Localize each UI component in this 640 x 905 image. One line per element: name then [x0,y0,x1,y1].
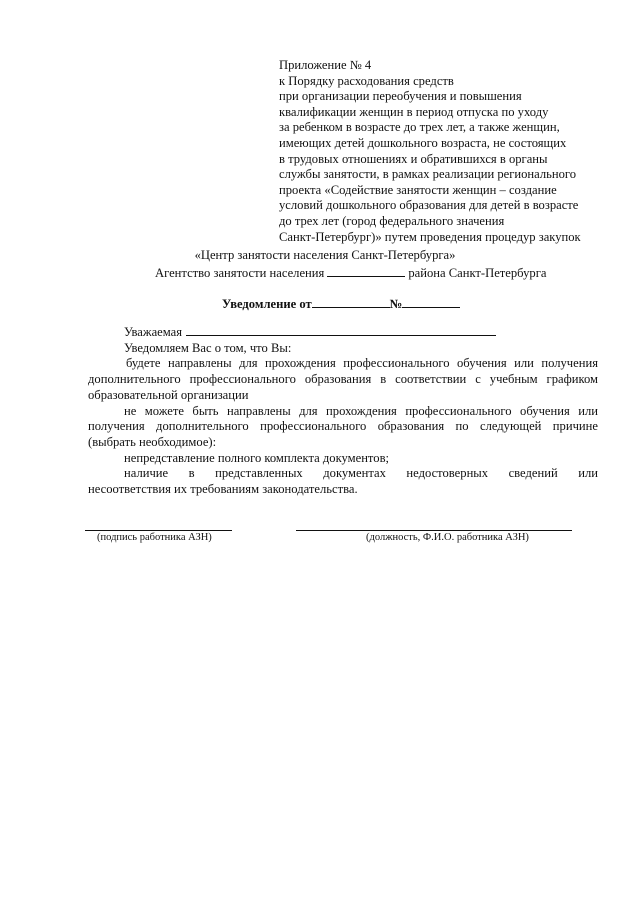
title-prefix: Уведомление от [222,297,312,311]
recipient-name-field[interactable] [186,323,496,336]
appendix-header [279,58,609,245]
appendix-line: проекта «Содействие занятости женщин – создание [279,182,557,197]
appendix-line: службы занятости, в рамках реализации регионального [279,167,577,182]
appendix-line: за ребенком в возрасте до трех лет, а также женщин, [279,120,560,135]
number-sign: № [389,297,403,311]
number-blank-field[interactable] [402,295,460,308]
appendix-line: имеющих детей дошкольного возраста, не состоящих [279,135,567,150]
option-not-referred-text: не можете быть направлены для прохождения профессионального обучения или получения дополнительного профессионального образования по следующей причине (выбрать необходимое): [88,403,598,449]
reason-invalid-info-line2: несоответствия их требованиям законодательства. [88,482,358,497]
reason-invalid-info-line1: наличие в представленных документах недостоверных сведений или [124,466,598,481]
notice-title [222,295,460,312]
agency-line [155,264,546,281]
notify-text: Уведомляем Вас о том, что Вы: [124,340,292,355]
date-blank-field[interactable] [312,295,390,308]
appendix-line: квалификации женщин в период отпуска по уходу [279,104,549,119]
option-not-referred [88,404,598,451]
appendix-line: Приложение № 4 [279,58,372,72]
signature-line[interactable] [85,530,232,531]
appendix-line: Санкт-Петербург)» путем проведения процедур закупок [279,229,581,244]
greeting-line [88,323,598,341]
reason-incomplete-docs: непредставление полного комплекта документов; [124,450,390,465]
position-name-caption: (должность, Ф.И.О. работника АЗН) [366,532,529,543]
appendix-line: при организации переобучения и повышения [279,89,522,104]
center-name: «Центр занятости населения Санкт-Петербурга» [194,248,456,262]
appendix-line: до трех лет (город федерального значения [279,213,505,228]
greeting-label: Уважаемая [124,325,183,339]
appendix-line: в трудовых отношениях и обратившихся в органы [279,151,548,166]
appendix-line: условий дошкольного образования для детей в возрасте [279,198,579,213]
option-referred-text: будете направлены для прохождения профессионального обучения или получения дополнительного профессионального образования в соответствии с учебным графиком образовательной организации [88,356,598,402]
appendix-line: к Порядку расходования средств [279,73,454,88]
notice-body [88,323,598,498]
agency-blank-field[interactable] [327,264,405,277]
agency-prefix: Агентство занятости населения [155,266,325,280]
position-name-line[interactable] [296,530,572,531]
agency-suffix: района Санкт-Петербурга [408,266,547,280]
option-referred [88,356,598,403]
signature-caption: (подпись работника АЗН) [97,532,212,543]
